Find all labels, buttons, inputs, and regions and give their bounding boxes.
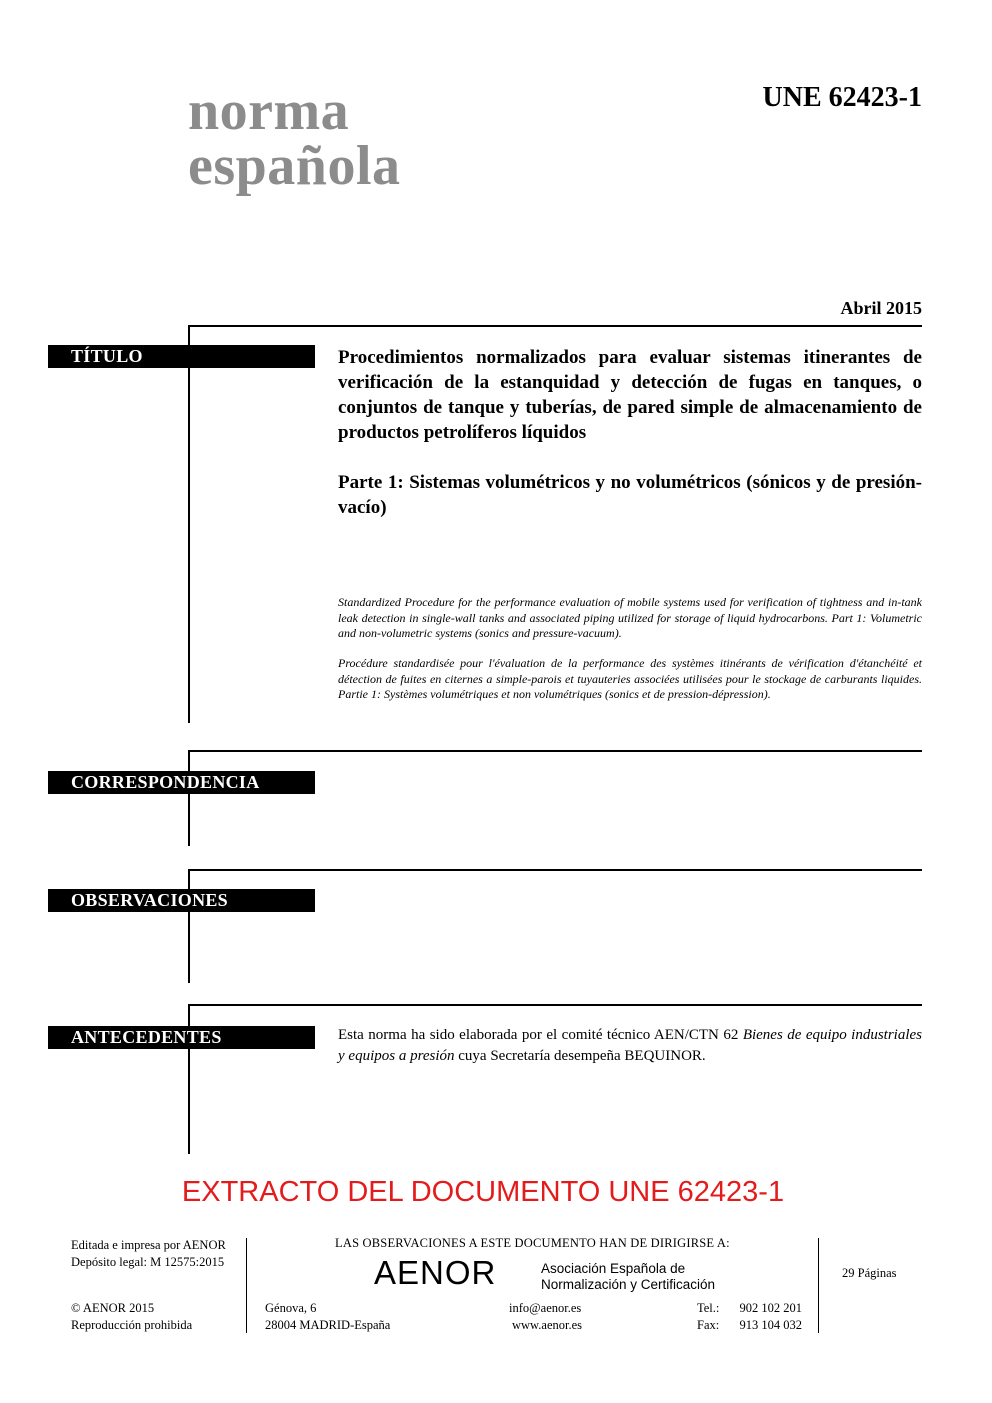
label-antecedentes: ANTECEDENTES [48, 1026, 315, 1049]
observaciones-side-rule [188, 869, 190, 983]
footer-publisher-block [71, 1237, 226, 1271]
antecedentes-text-after: cuya Secretaría desempeña BEQUINOR. [454, 1048, 706, 1064]
footer-divider-left [246, 1238, 247, 1333]
online-contact-block [509, 1300, 582, 1334]
publication-date: Abril 2015 [840, 298, 922, 318]
brand-line-2: española [188, 135, 401, 197]
edited-by: Editada e impresa por AENOR [71, 1238, 226, 1252]
titulo-top-rule [188, 325, 922, 327]
copyright: © AENOR 2015 [71, 1301, 155, 1315]
title-part: Parte 1: Sistemas volumétricos y no volumétricos (sónicos y de presión-vacío) [338, 472, 922, 518]
footer-copyright-block [71, 1300, 192, 1334]
website-link[interactable]: www.aenor.es [512, 1318, 583, 1332]
label-correspondencia: CORRESPONDENCIA [48, 771, 315, 794]
brand-line-1: norma [188, 80, 350, 142]
label-observaciones: OBSERVACIONES [48, 889, 315, 912]
fax-value: 913 104 032 [739, 1318, 802, 1332]
committee-name: Bienes de equipo industriales y equipos a presión [338, 1027, 923, 1064]
correspondencia-top-rule [188, 750, 922, 752]
extract-notice: EXTRACTO DEL DOCUMENTO UNE 62423-1 [181, 1176, 785, 1208]
brand-title [188, 80, 401, 197]
aenor-logo: AENOR [374, 1254, 497, 1291]
aenor-full-line-1: Asociación Española de [541, 1261, 686, 1276]
title-english: Standardized Procedure for the performance evaluation of mobile systems used for verification of tightness and in-tank leak detection in single-wall tanks and associated piping utilized for storage of liquid hydrocarbons. Part 1: Volumetric and non-volumetric systems (sonics and pressure-vacuum). [338, 595, 922, 640]
phone-values [730, 1300, 802, 1334]
title-french: Procédure standardisée pour l'évaluation de la performance des systèmes itinérants de vérification d'étanchéité et détection de fuites en citernes a simple-parois et tuyauteries associées utilisées pour le stockage de carburants liquides. Partie 1: Systèmes volumétriques et non volumétriques (sonics et de pression-dépression). [338, 656, 922, 701]
correspondencia-side-rule [188, 750, 190, 846]
page-count: 29 Páginas [842, 1266, 897, 1280]
aenor-full-name [541, 1261, 715, 1293]
antecedentes-top-rule [188, 1004, 922, 1006]
email-link[interactable]: info@aenor.es [509, 1301, 582, 1315]
address-block [265, 1300, 390, 1334]
antecedentes-text-before: Esta norma ha sido elaborada por el comité técnico AEN/CTN 62 [338, 1027, 743, 1043]
fax-label: Fax: [697, 1318, 720, 1332]
address-line-1: Génova, 6 [265, 1301, 317, 1315]
phone-labels [697, 1300, 719, 1334]
titulo-side-rule [188, 325, 190, 723]
antecedentes-text [338, 1025, 922, 1067]
aenor-full-line-2: Normalización y Certificación [541, 1277, 716, 1292]
standard-code: UNE 62423-1 [762, 82, 922, 113]
tel-value: 902 102 201 [739, 1301, 802, 1315]
address-line-2: 28004 MADRID-España [265, 1318, 391, 1332]
reproduction-notice: Reproducción prohibida [71, 1318, 193, 1332]
observations-note: LAS OBSERVACIONES A ESTE DOCUMENTO HAN DE DIRIGIRSE A: [335, 1236, 730, 1250]
tel-label: Tel.: [697, 1301, 720, 1315]
footer-divider-right [818, 1238, 819, 1333]
title-main: Procedimientos normalizados para evaluar sistemas itinerantes de verificación de la estanquidad y detección de fugas en tanques, o conjuntos de tanque y tuberías, de pared simple de almacenamiento de productos petrolíferos líquidos [338, 347, 922, 443]
observaciones-top-rule [188, 869, 922, 871]
legal-deposit: Depósito legal: M 12575:2015 [71, 1255, 225, 1269]
label-titulo: TÍTULO [48, 345, 315, 368]
